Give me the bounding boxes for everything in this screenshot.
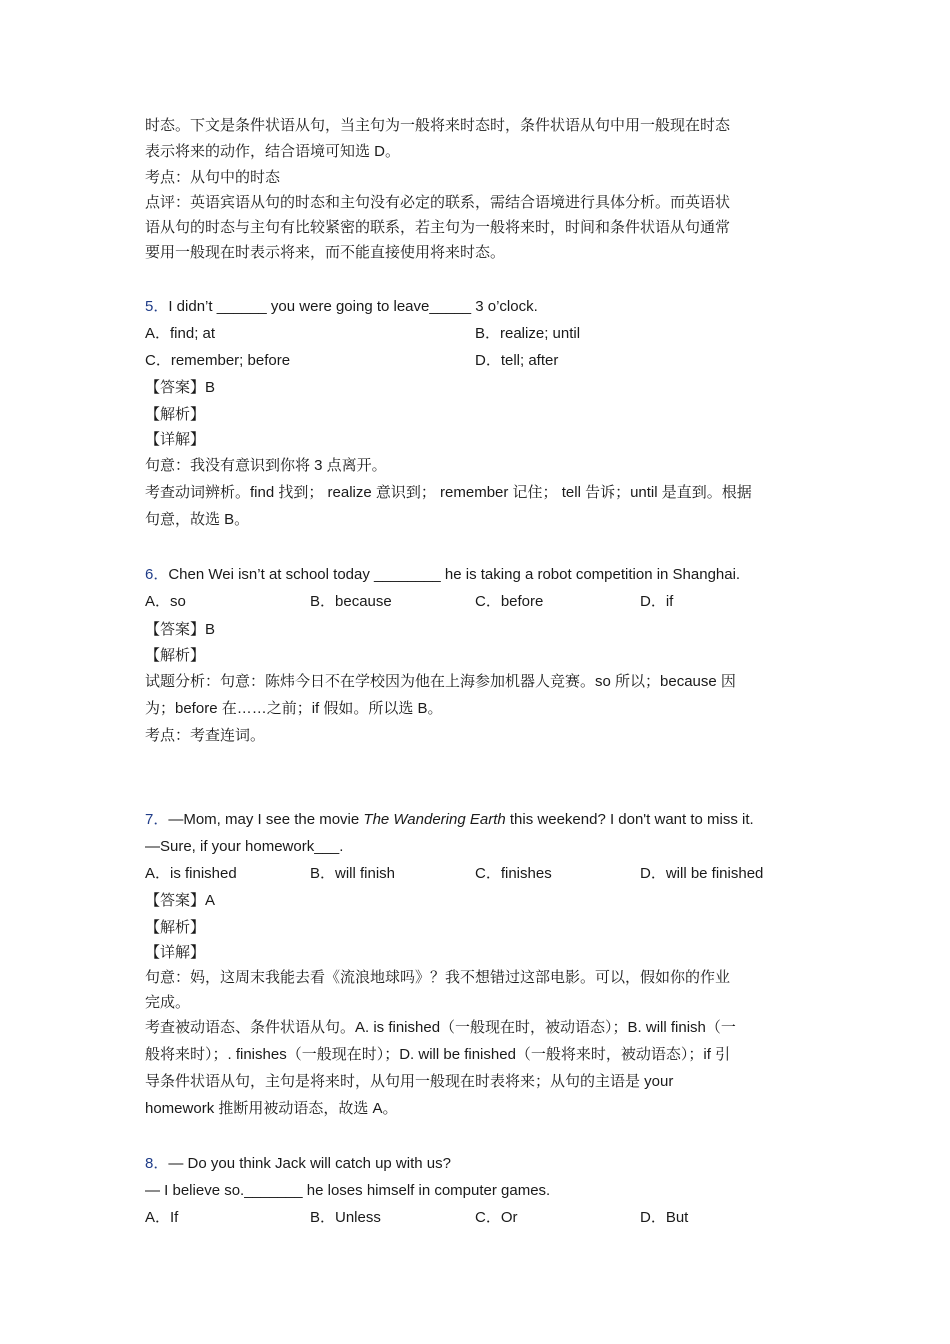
q7-line-5: 导条件状语从句，主句是将来时，从句用一般现在时表将来；从句的主语是 your (145, 1073, 674, 1090)
q6-analysis-label: 【解析】 (145, 647, 206, 664)
q5-line-2: 考查动词辨析。find 找到； realize 意识到； remember 记住； tell 告诉；until 是直到。根据 (145, 484, 752, 501)
q7-line-1: 句意：妈，这周末我能去看《流浪地球吗》？我不想错过这部电影。可以，假如你的作业 (145, 969, 731, 986)
q7-stem-2: —Sure, if your homework___. (145, 838, 344, 855)
intro-line-6: 要用一般现在时表示将来，而不能直接使用将来时态。 (145, 244, 506, 261)
intro-line-1: 时态。下文是条件状语从句，当主句为一般将来时态时，条件状语从句中用一般现在时态 (145, 117, 731, 134)
q6-option-b: B．because (310, 593, 392, 610)
q5-option-b: B．realize; until (475, 325, 581, 342)
intro-line-3: 考点：从句中的时态 (145, 169, 281, 186)
q7-option-d: D．will be finished (640, 865, 764, 882)
q5-line-1: 句意：我没有意识到你将 3 点离开。 (145, 457, 387, 474)
q8-number: 8． (145, 1155, 169, 1172)
q8-option-a: A．If (145, 1209, 179, 1226)
q6-option-c: C．before (475, 593, 544, 610)
q7-stem-post: this weekend? I don't want to miss it. (505, 811, 754, 828)
q8-stem-2: — I believe so._______ he loses himself in computer games. (145, 1182, 551, 1199)
q6-number: 6． (145, 566, 169, 583)
q7-line-6: homework 推断用被动语态，故选 A。 (145, 1100, 398, 1117)
q5-option-d: D．tell; after (475, 352, 559, 369)
q7-stem-pre: —Mom, may I see the movie (168, 811, 364, 828)
q8-stem-text: — Do you think Jack will catch up with us? (168, 1155, 451, 1172)
q6-answer: 【答案】B (145, 621, 216, 638)
q8-stem (145, 1154, 451, 1174)
intro-line-4: 点评：英语宾语从句的时态和主句没有必定的联系，需结合语境进行具体分析。而英语状 (145, 194, 731, 211)
q5-stem-text: I didn’t ______ you were going to leave_____ 3 o’clock. (168, 298, 538, 315)
q7-option-b: B．will finish (310, 865, 396, 882)
q7-line-2: 完成。 (145, 994, 191, 1011)
q7-line-3: 考查被动语态、条件状语从句。A. is finished（一般现在时，被动语态）；B. will finish（一 (145, 1019, 736, 1036)
q6-option-a: A．so (145, 593, 186, 610)
q7-option-c: C．finishes (475, 865, 552, 882)
q6-line-2: 为；before 在……之前；if 假如。所以选 B。 (145, 700, 443, 717)
q7-line-4: 般将来时）；. finishes（一般现在时）；D. will be finished（一般将来时，被动语态）；if 引 (145, 1046, 731, 1063)
q8-option-c: C．Or (475, 1209, 518, 1226)
q7-detail-label: 【详解】 (145, 944, 206, 961)
q5-detail-label: 【详解】 (145, 431, 206, 448)
q5-stem (145, 297, 538, 317)
q6-stem (145, 565, 740, 585)
q5-option-c: C．remember; before (145, 352, 291, 369)
q7-stem (145, 810, 754, 830)
q7-number: 7． (145, 811, 169, 828)
q6-line-3: 考点：考查连词。 (145, 727, 266, 744)
q7-movie-title: The Wandering Earth (363, 811, 506, 828)
q6-option-d: D．if (640, 593, 674, 610)
q8-option-d: D．But (640, 1209, 689, 1226)
q5-option-a: A．find; at (145, 325, 216, 342)
intro-line-5: 语从句的时态与主句有比较紧密的联系，若主句为一般将来时，时间和条件状语从句通常 (145, 219, 731, 236)
q5-number: 5． (145, 298, 169, 315)
q5-analysis-label: 【解析】 (145, 406, 206, 423)
q7-option-a: A．is finished (145, 865, 237, 882)
q8-option-b: B．Unless (310, 1209, 381, 1226)
q6-line-1: 试题分析：句意：陈炜今日不在学校因为他在上海参加机器人竞赛。so 所以；because 因 (145, 673, 736, 690)
q7-analysis-label: 【解析】 (145, 919, 206, 936)
q6-stem-text: Chen Wei isn’t at school today ________ he is taking a robot competition in Shanghai. (168, 566, 741, 583)
intro-line-2: 表示将来的动作，结合语境可知选 D。 (145, 143, 401, 160)
q7-answer: 【答案】A (145, 892, 216, 909)
q5-line-3: 句意，故选 B。 (145, 511, 250, 528)
q5-answer: 【答案】B (145, 379, 216, 396)
